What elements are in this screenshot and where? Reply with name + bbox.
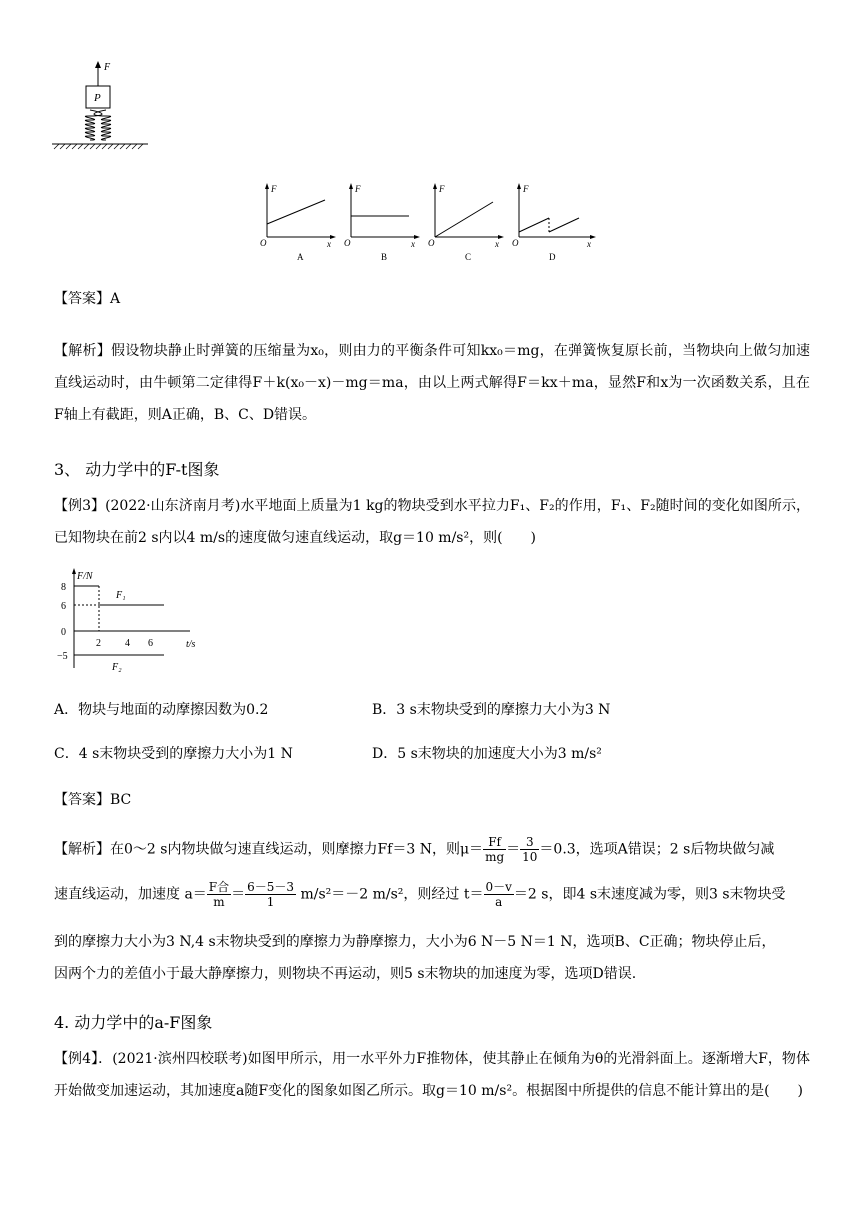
graph-label-d: D xyxy=(549,252,556,262)
svg-text:O: O xyxy=(344,238,351,248)
ft-f2-label: F₂ xyxy=(112,662,122,673)
ft-y-tick: 6 xyxy=(61,601,66,612)
svg-text:F: F xyxy=(439,184,445,194)
option-3a: A．物块与地面的动摩擦因数为0.2 xyxy=(54,702,269,718)
svg-text:F: F xyxy=(355,184,361,194)
ft-y-axis-label: F/N xyxy=(77,571,93,582)
example-3: 【例3】(2022·山东济南月考)水平地面上质量为1 kg的物块受到水平拉力F₁、F₂的作用，F₁、F₂随时间的变化如图所示，已知物块在前2 s内以4 m/s的速度做匀速直线运动，取g＝10 m/s²，则( ) xyxy=(54,498,810,546)
analysis-3-line-3: 到的摩擦力大小为3 N,4 s末物块受到的摩擦力为静摩擦力，大小为6 N－5 N＝1 N，选项B、C正确；物块停止后， xyxy=(54,934,776,950)
ft-y-tick: 8 xyxy=(61,582,66,593)
ft-x-tick: 4 xyxy=(125,638,130,649)
svg-text:O: O xyxy=(428,238,435,248)
graph-label-a: A xyxy=(297,252,304,262)
analysis-3-line-1: 【解析】在0～2 s内物块做匀速直线运动，则摩擦力Ff＝3 N，则μ＝ $\frac{Ff}{mg}$ ＝ $\frac{3}{10}$ ＝0.3，选项A错误；2 s后物块做匀减 xyxy=(54,835,775,864)
svg-text:O: O xyxy=(512,238,519,248)
fraction-mu: $\frac{Ff}{mg}$ xyxy=(485,835,505,864)
fraction-3-10: $\frac{3}{10}$ xyxy=(522,835,538,864)
option-3c: C．4 s末物块受到的摩擦力大小为1 N xyxy=(54,746,293,762)
graph-d xyxy=(512,183,596,262)
option-3d: D．5 s末物块的加速度大小为3 m/s² xyxy=(372,746,602,762)
example-4: 【例4】．(2021·滨州四校联考)如图甲所示，用一水平外力F推物体，使其静止在倾角为θ的光滑斜面上。逐渐增大F，物体开始做变加速运动，其加速度a随F变化的图象如图乙所示。取g＝10 m/s²。根据图中所提供的信息不能计算出的是( ) xyxy=(54,1051,810,1099)
answer-1: 【答案】A xyxy=(54,291,121,307)
svg-text:F: F xyxy=(523,184,529,194)
block-label: P xyxy=(94,92,101,104)
svg-text:x: x xyxy=(587,239,591,249)
analysis-1: 【解析】假设物块静止时弹簧的压缩量为x₀，则由力的平衡条件可知kx₀＝mg，在弹簧恢复原长前，当物块向上做匀加速直线运动时，由牛顿第二定律得F＋k(x₀－x)－mg＝ma，由以上两式解得F＝kx＋ma，显然F和x为一次函数关系，且在F轴上有截距，则A正确，B、C、D错误。 xyxy=(54,343,811,423)
section-3-title: 3、 动力学中的F-t图象 xyxy=(54,460,220,479)
force-label: F xyxy=(104,62,111,73)
graph-label-b: B xyxy=(381,252,388,262)
ft-x-tick: 2 xyxy=(96,638,101,649)
analysis-3-line-2: 速直线运动，加速度 a＝ $\frac{\text{F合}}{m}$ ＝ $\frac{6-5-3}{1}$ m/s²＝－2 m/s²，则经过 t＝ $\frac{0-v}{a}$ ＝2 s，即4 s末速度减为零，则3 s末物块受 xyxy=(54,880,786,909)
svg-text:F: F xyxy=(271,184,277,194)
spring-block-figure xyxy=(50,58,160,158)
analysis-3-line-4: 因两个力的差值小于最大静摩擦力，则物块不再运动，则5 s末物块的加速度为零，选项D错误. xyxy=(54,966,637,982)
graph-label-c: C xyxy=(465,252,472,262)
ft-y-tick: −5 xyxy=(57,651,68,662)
svg-text:x: x xyxy=(411,239,415,249)
ft-chart xyxy=(52,567,212,675)
option-graphs xyxy=(255,180,605,270)
svg-text:x: x xyxy=(495,239,499,249)
svg-text:O: O xyxy=(260,238,267,248)
ft-x-axis-label: t/s xyxy=(186,639,196,650)
answer-3: 【答案】BC xyxy=(54,792,132,808)
ft-y-tick: 0 xyxy=(61,627,66,638)
fraction-t: $\frac{0-v}{a}$ xyxy=(485,880,512,909)
fraction-a: $\frac{\text{F合}}{m}$ xyxy=(208,880,230,909)
option-3b: B．3 s末物块受到的摩擦力大小为3 N xyxy=(372,702,611,718)
graph-a xyxy=(260,183,336,262)
fraction-calc: $\frac{6-5-3}{1}$ xyxy=(247,880,295,909)
section-4-title: 4. 动力学中的a-F图象 xyxy=(54,1013,213,1032)
ft-f1-label: F₁ xyxy=(116,590,126,601)
ft-x-tick: 6 xyxy=(148,638,153,649)
svg-text:x: x xyxy=(327,239,331,249)
graph-c xyxy=(428,183,504,262)
graph-b xyxy=(344,183,420,262)
